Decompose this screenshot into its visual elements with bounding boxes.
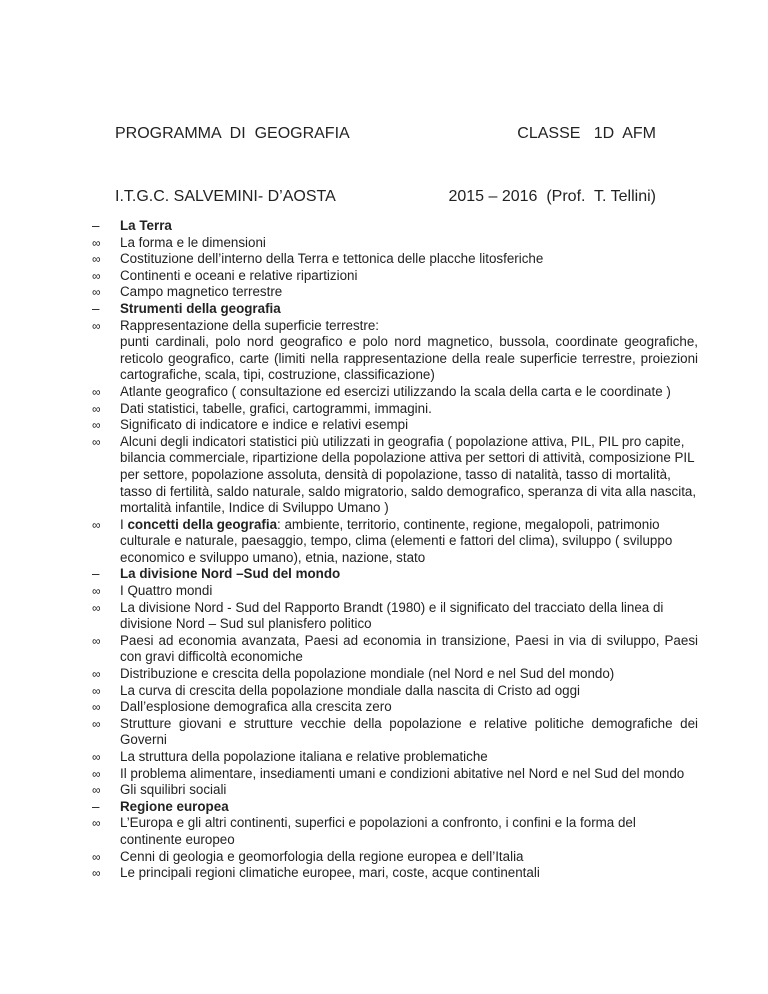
document-title: PROGRAMMA DI GEOGRAFIA: [115, 125, 350, 142]
infinity-bullet: ∞: [92, 600, 101, 615]
infinity-bullet: ∞: [92, 783, 101, 798]
topic-text-regular: Gli squilibri sociali: [120, 782, 227, 798]
bullet-spacer: [92, 334, 120, 384]
dash-bullet: –: [92, 218, 100, 233]
topic-text: [120, 749, 698, 766]
topic-text-bold: Regione europea: [120, 798, 229, 814]
topic-text: [120, 633, 698, 666]
topic-text-regular: La divisione Nord - Sud del Rapporto Brandt (1980) e il significato del tracciato della linea di divisione Nord – Sud sul planisfero politico: [120, 599, 664, 632]
infinity-bullet: ∞: [92, 252, 101, 267]
infinity-bullet: ∞: [92, 750, 101, 764]
topic-text-regular: Distribuzione e crescita della popolazione mondiale (nel Nord e nel Sud del mondo): [120, 666, 615, 682]
infinity-bullet: ∞: [92, 816, 101, 831]
topic-item: [92, 699, 698, 716]
topic-text-regular: Paesi ad economia avanzata, Paesi ad economia in transizione, Paesi in via di sviluppo, Paesi con gravi difficoltà economiche: [120, 632, 698, 665]
topic-item: [92, 666, 698, 683]
topic-text-regular: La forma e le dimensioni: [120, 234, 266, 250]
topic-text: [120, 301, 698, 318]
topic-item: [92, 334, 698, 384]
infinity-bullet: ∞: [92, 766, 101, 781]
topic-text: [120, 434, 698, 517]
topic-item: [92, 749, 698, 766]
topic-text: [120, 865, 698, 882]
topic-item: [92, 865, 698, 882]
topic-item: [92, 251, 698, 268]
topic-text-regular: Dati statistici, tabelle, grafici, cartogrammi, immagini.: [120, 400, 432, 416]
topic-text: [120, 583, 698, 600]
topic-text-regular: punti cardinali, polo nord geografico e polo nord magnetico, bussola, coordinate geografiche, reticolo geografico, carte (limiti nella rappresentazione della reale superficie terrestre, proiezioni cartografiche, scala, tipi, costruzione, classificazione): [120, 334, 698, 383]
topic-item: [92, 766, 698, 783]
infinity-bullet: ∞: [92, 285, 101, 300]
topic-text-regular: Atlante geografico ( consultazione ed esercizi utilizzando la scala della carta e le coordinate ): [120, 383, 671, 399]
infinity-bullet: ∞: [92, 866, 101, 881]
topic-text-regular: Dall’esplosione demografica alla crescita zero: [120, 699, 392, 715]
infinity-bullet: ∞: [92, 700, 101, 715]
topic-text: [120, 849, 698, 866]
topic-item: [92, 318, 698, 335]
topic-text: [120, 782, 698, 799]
topic-item: [92, 633, 698, 666]
topic-item: [92, 517, 698, 567]
section-heading-item: [92, 218, 698, 235]
topic-text: [120, 766, 698, 783]
topic-text-bold: Strumenti della geografia: [120, 300, 281, 316]
topic-text-bold: La divisione Nord –Sud del mondo: [120, 566, 341, 582]
dash-bullet: –: [92, 300, 100, 316]
topic-text-regular: Campo magnetico terrestre: [120, 284, 283, 300]
topic-text-regular: : ambiente, territorio, continente, regione, megalopoli, patrimonio culturale e naturale, paesaggio, tempo, clima (elementi e fattori del clima), sviluppo ( sviluppo economico e sviluppo umano), etnia, nazione, stato: [120, 516, 673, 565]
topic-item: [92, 384, 698, 401]
topic-text: [120, 799, 698, 816]
infinity-bullet: ∞: [92, 716, 101, 731]
topic-text: [120, 600, 698, 633]
infinity-bullet: ∞: [92, 318, 101, 333]
topic-text: [120, 334, 698, 384]
topic-item: [92, 417, 698, 434]
infinity-bullet: ∞: [92, 418, 101, 433]
infinity-bullet: ∞: [92, 235, 101, 250]
infinity-bullet: ∞: [92, 683, 101, 698]
topic-text-regular: La struttura della popolazione italiana e relative problematiche: [120, 749, 488, 764]
topic-text: [120, 235, 698, 252]
topic-text-regular: La curva di crescita della popolazione mondiale dalla nascita di Cristo ad oggi: [120, 682, 581, 698]
topic-text: [120, 666, 698, 683]
header-line-2: [115, 186, 656, 207]
topic-text: [120, 318, 698, 335]
infinity-bullet: ∞: [92, 384, 101, 399]
dash-bullet: –: [92, 566, 100, 582]
topic-text: [120, 284, 698, 301]
school-year-professor: 2015 – 2016 (Prof. T. Tellini): [448, 188, 656, 205]
topic-text: [120, 699, 698, 716]
infinity-bullet: ∞: [92, 434, 101, 449]
topic-item: [92, 600, 698, 633]
topic-text: [120, 815, 698, 848]
topic-text-bold: concetti della geografia: [127, 516, 278, 532]
topic-item: [92, 284, 698, 301]
topic-text-regular: Le principali regioni climatiche europee, mari, coste, acque continentali: [120, 865, 540, 881]
topic-text: [120, 517, 698, 567]
dash-bullet: –: [92, 798, 100, 814]
topic-item: [92, 235, 698, 252]
topic-text-regular: Cenni di geologia e geomorfologia della regione europea e dell’Italia: [120, 848, 524, 864]
topic-item: [92, 782, 698, 799]
topic-text: [120, 683, 698, 700]
class-label: CLASSE 1D AFM: [517, 125, 656, 142]
topic-text: [120, 566, 698, 583]
infinity-bullet: ∞: [92, 517, 101, 532]
topic-text-regular: I Quattro mondi: [120, 583, 213, 599]
topic-text-regular: Il problema alimentare, insediamenti umani e condizioni abitative nel Nord e nel Sud del mondo: [120, 765, 685, 781]
section-heading-item: [92, 799, 698, 816]
topics-list: [92, 218, 698, 882]
topic-item: [92, 815, 698, 848]
school-name: I.T.G.C. SALVEMINI- D’AOSTA: [115, 188, 336, 205]
topic-text: [120, 384, 698, 401]
topic-text: [120, 401, 698, 418]
header-line-1: [115, 123, 656, 144]
topic-text-regular: Alcuni degli indicatori statistici più utilizzati in geografia ( popolazione attiva, PIL, PIL pro capite, bilancia commerciale, ripartizione della popolazione attiva per settori di attività, composizione PIL per settore, popolazione assoluta, densità di popolazione, tasso di natalità, tasso di mortalità, tasso di fertilità, saldo naturale, saldo migratorio, saldo demografico, speranza di vita alla nascita, mortalità infantile, Indice di Sviluppo Umano ): [120, 433, 697, 516]
topic-item: [92, 716, 698, 749]
topic-item: [92, 583, 698, 600]
topic-text: [120, 218, 698, 235]
topic-item: [92, 401, 698, 418]
infinity-bullet: ∞: [92, 667, 101, 682]
section-heading-item: [92, 301, 698, 318]
topic-text: [120, 716, 698, 749]
topic-text-regular: L’Europa e gli altri continenti, superfici e popolazioni a confronto, i confini e la forma del continente europeo: [120, 815, 636, 847]
infinity-bullet: ∞: [92, 401, 101, 416]
topic-item: [92, 268, 698, 285]
topic-text-regular: Significato di indicatore e indice e relativi esempi: [120, 417, 409, 433]
infinity-bullet: ∞: [92, 633, 101, 648]
topic-text: [120, 268, 698, 285]
infinity-bullet: ∞: [92, 584, 101, 599]
topic-text-regular: I: [120, 516, 128, 532]
topic-item: [92, 434, 698, 517]
infinity-bullet: ∞: [92, 268, 101, 283]
topic-text-regular: Continenti e oceani e relative ripartizioni: [120, 267, 358, 283]
section-heading-item: [92, 566, 698, 583]
topic-text: [120, 251, 698, 268]
topic-text-regular: Strutture giovani e strutture vecchie della popolazione e relative politiche demografiche dei Governi: [120, 715, 698, 748]
topic-text-regular: Costituzione dell’interno della Terra e tettonica delle placche litosferiche: [120, 251, 544, 267]
topic-text-regular: Rappresentazione della superficie terrestre:: [120, 317, 380, 333]
topic-text-bold: La Terra: [120, 218, 172, 233]
topic-item: [92, 849, 698, 866]
topic-item: [92, 683, 698, 700]
topic-text: [120, 417, 698, 434]
infinity-bullet: ∞: [92, 849, 101, 864]
